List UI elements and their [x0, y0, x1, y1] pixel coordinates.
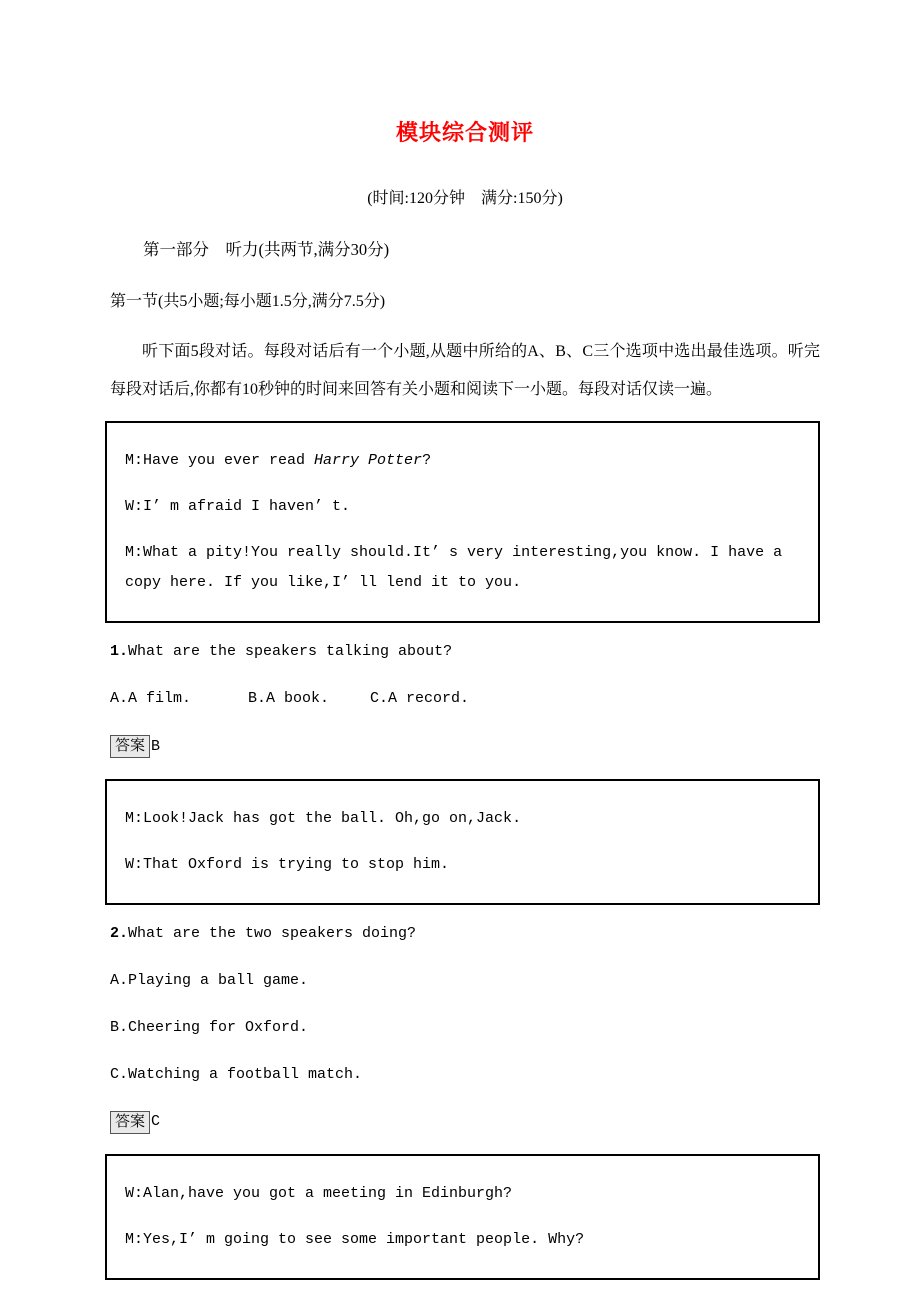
part-one-heading: 第一部分 听力(共两节,满分30分) — [143, 240, 390, 259]
question-1-text: What are the speakers talking about? — [128, 643, 453, 660]
question-1-answer-line — [110, 731, 820, 762]
dialogue-1-line-1-pre: M:Have you ever read — [125, 452, 315, 469]
dialogue-2-line-1: M:Look!Jack has got the ball. Oh,go on,Jack. — [125, 809, 522, 827]
dialogue-1-line-3: M:What a pity!You really should.It’ s very interesting,you know. I have a copy here. If you like,I’ ll lend it to you. — [125, 544, 783, 591]
question-1-options — [110, 684, 820, 714]
answer-badge: 答案 — [110, 735, 150, 758]
dialogue-1-line-1-book-title: Harry Potter — [314, 452, 423, 469]
dialogue-box-2 — [105, 779, 820, 905]
question-1-option-c: C.A record. — [370, 690, 470, 707]
dialogue-box-3 — [105, 1154, 820, 1280]
dialogue-box-1 — [105, 421, 820, 623]
dialogue-1-line-2: W:I’ m afraid I haven’ t. — [125, 498, 351, 515]
question-2-number: 2. — [110, 924, 129, 942]
question-1 — [110, 637, 820, 667]
question-1-option-b: B.A book. — [248, 690, 330, 707]
page-title: 模块综合测评 — [395, 120, 534, 145]
question-2-answer-line — [110, 1107, 820, 1138]
listening-instructions: 听下面5段对话。每段对话后有一个小题,从题中所给的A、B、C三个选项中选出最佳选项。听完每段对话后,你都有10秒钟的时间来回答有关小题和阅读下一小题。每段对话仅读一遍。 — [110, 343, 820, 398]
answer-badge: 答案 — [110, 1111, 150, 1134]
question-2-option-c: C.Watching a football match. — [110, 1065, 363, 1083]
question-2 — [110, 919, 820, 949]
question-1-option-a: A.A film. — [110, 690, 192, 707]
dialogue-1-line-1 — [125, 446, 800, 476]
section-one-heading: 第一节(共5小题;每小题1.5分,满分7.5分) — [110, 293, 386, 310]
dialogue-3-line-1: W:Alan,have you got a meeting in Edinburgh? — [125, 1185, 513, 1203]
question-1-number: 1. — [110, 643, 129, 660]
dialogue-3-line-2: M:Yes,I’ m going to see some important people. Why? — [125, 1231, 585, 1249]
question-2-text: What are the two speakers doing? — [128, 924, 417, 942]
dialogue-2-line-2: W:That Oxford is trying to stop him. — [125, 855, 450, 873]
question-2-answer-letter: C — [151, 1113, 161, 1131]
exam-meta: (时间:120分钟 满分:150分) — [367, 190, 563, 207]
question-1-answer-letter: B — [151, 737, 161, 755]
dialogue-1-line-1-post: ? — [422, 452, 432, 469]
question-2-option-b: B.Cheering for Oxford. — [110, 1018, 309, 1036]
question-2-option-a: A.Playing a ball game. — [110, 971, 309, 989]
